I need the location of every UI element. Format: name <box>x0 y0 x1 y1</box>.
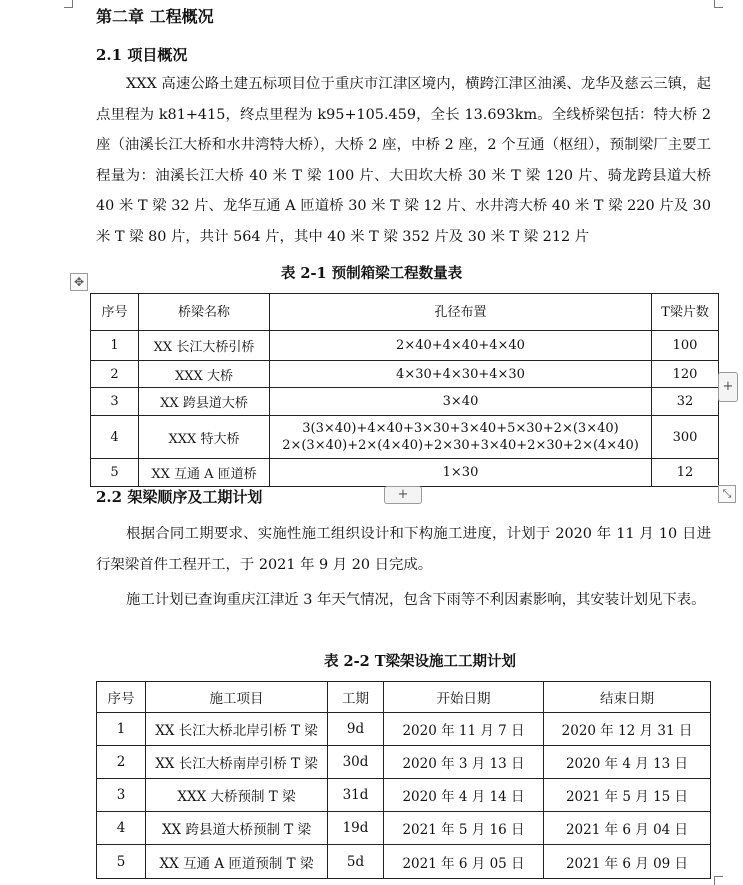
cell-span-layout[interactable]: 2×40+4×40+4×40 <box>270 331 652 361</box>
cell-span-layout[interactable]: 3×40 <box>270 388 652 416</box>
cell-start-date[interactable]: 2020 年 11 月 7 日 <box>384 713 544 746</box>
table-row <box>91 331 719 361</box>
table-row <box>97 746 711 779</box>
cell-duration[interactable]: 9d <box>328 713 384 746</box>
cell-work-item[interactable]: XXX 大桥预制 T 梁 <box>146 779 328 812</box>
resize-icon: ⤡ <box>722 487 732 500</box>
cell-beam-count[interactable]: 120 <box>652 361 719 388</box>
cell-bridge-name[interactable]: XX 长江大桥引桥 <box>139 331 270 361</box>
cell-duration[interactable]: 5d <box>328 845 384 879</box>
cell-end-date[interactable]: 2020 年 4 月 13 日 <box>544 746 711 779</box>
margin-corner-mark <box>714 0 723 8</box>
cell-no[interactable]: 4 <box>91 416 139 459</box>
cell-no[interactable]: 1 <box>97 713 146 746</box>
table-row <box>91 459 719 487</box>
col-header-bridge-name: 桥梁名称 <box>139 294 270 331</box>
schedule-paragraph-1[interactable]: 根据合同工期要求、实施性施工组织设计和下构施工进度，计划于 2020 年 11 月 10 日进行架梁首件工程开工，于 2021 年 9 月 20 日完成。 <box>96 526 711 573</box>
cell-start-date[interactable]: 2021 年 5 月 16 日 <box>384 812 544 845</box>
table-move-handle[interactable] <box>70 273 88 291</box>
cell-start-date[interactable]: 2020 年 4 月 14 日 <box>384 779 544 812</box>
cell-no[interactable]: 3 <box>97 779 146 812</box>
table-row <box>91 416 719 459</box>
cell-no[interactable]: 2 <box>97 746 146 779</box>
cell-span-layout[interactable] <box>270 416 652 459</box>
schedule-paragraph-2[interactable]: 施工计划已查询重庆江津近 3 年天气情况，包含下雨等不利因素影响，其安装计划见下表。 <box>126 592 706 608</box>
cell-span-layout[interactable]: 4×30+4×30+4×30 <box>270 361 652 388</box>
table-row <box>97 779 711 812</box>
plus-icon: + <box>397 487 409 502</box>
cell-bridge-name[interactable]: XXX 大桥 <box>139 361 270 388</box>
span-layout-line-2: 2×(3×40)+2×(4×40)+2×30+3×40+2×30+2×(4×40) <box>282 438 639 453</box>
section-title-schedule: 2.2 架梁顺序及工期计划 <box>96 488 263 506</box>
cell-end-date[interactable]: 2021 年 6 月 09 日 <box>544 845 711 879</box>
cell-bridge-name[interactable]: XX 跨县道大桥 <box>139 388 270 416</box>
table-resize-handle[interactable] <box>718 485 736 503</box>
cell-span-layout[interactable]: 1×30 <box>270 459 652 487</box>
col-header-end-date: 结束日期 <box>544 682 711 713</box>
table-row <box>97 713 711 746</box>
add-column-button[interactable] <box>718 372 738 402</box>
col-header-start-date: 开始日期 <box>384 682 544 713</box>
table-header-row <box>97 682 711 713</box>
project-overview-paragraph[interactable]: XXX 高速公路土建五标项目位于重庆市江津区境内，横跨江津区油溪、龙华及慈云三镇，起点里程为 k81+415，终点里程为 k95+105.459，全长 13.693km。全线桥梁包括：特大桥 2 座（油溪长江大桥和水井湾特大桥），大桥 2 座，中桥 2 座，2 个互通（枢纽），预制梁厂主要工程量为：油溪长江大桥 40 米 T 梁 100 片、大田坎大桥 30 米 T 梁 120 片、骑龙跨县道大桥 40 米 T 梁 32 片、龙华互通 A 匝道桥 30 米 T 梁 12 片、水井湾大桥 40 米 T 梁 220 片及 30 米 T 梁 80 片，共计 564 片，其中 40 米 T 梁 352 片及 30 米 T 梁 212 片 <box>96 76 711 245</box>
cell-beam-count[interactable]: 100 <box>652 331 719 361</box>
table2-caption: 表 2-2 T梁架设施工工期计划 <box>323 653 517 670</box>
col-header-beam-count: T梁片数 <box>652 294 719 331</box>
cell-bridge-name[interactable]: XXX 特大桥 <box>139 416 270 459</box>
cell-duration[interactable]: 30d <box>328 746 384 779</box>
cell-beam-count[interactable]: 300 <box>652 416 719 459</box>
cell-start-date[interactable]: 2021 年 6 月 05 日 <box>384 845 544 879</box>
cell-no[interactable]: 1 <box>91 331 139 361</box>
margin-corner-mark <box>714 876 723 885</box>
cell-start-date[interactable]: 2020 年 3 月 13 日 <box>384 746 544 779</box>
col-header-work-item: 施工项目 <box>146 682 328 713</box>
col-header-no: 序号 <box>97 682 146 713</box>
col-header-span-layout: 孔径布置 <box>270 294 652 331</box>
table-row <box>91 388 719 416</box>
cell-no[interactable]: 5 <box>97 845 146 879</box>
plus-icon: + <box>722 379 734 394</box>
cell-duration[interactable]: 31d <box>328 779 384 812</box>
cell-beam-count[interactable]: 32 <box>652 388 719 416</box>
cell-no[interactable]: 2 <box>91 361 139 388</box>
cell-work-item[interactable]: XX 互通 A 匝道预制 T 梁 <box>146 845 328 879</box>
cell-duration[interactable]: 19d <box>328 812 384 845</box>
span-layout-line-1: 3(3×40)+4×40+3×30+3×40+5×30+2×(3×40) <box>302 421 619 436</box>
col-header-no: 序号 <box>91 294 139 331</box>
table-row <box>97 812 711 845</box>
cell-no[interactable]: 4 <box>97 812 146 845</box>
cell-work-item[interactable]: XX 长江大桥北岸引桥 T 梁 <box>146 713 328 746</box>
add-row-button[interactable] <box>384 486 422 504</box>
move-icon: ✥ <box>73 275 85 289</box>
table-row <box>91 361 719 388</box>
table-erection-schedule <box>96 681 711 879</box>
cell-no[interactable]: 3 <box>91 388 139 416</box>
cell-end-date[interactable]: 2021 年 5 月 15 日 <box>544 779 711 812</box>
cell-work-item[interactable]: XX 跨县道大桥预制 T 梁 <box>146 812 328 845</box>
cell-work-item[interactable]: XX 长江大桥南岸引桥 T 梁 <box>146 746 328 779</box>
col-header-duration: 工期 <box>328 682 384 713</box>
cell-end-date[interactable]: 2020 年 12 月 31 日 <box>544 713 711 746</box>
cell-bridge-name[interactable]: XX 互通 A 匝道桥 <box>139 459 270 487</box>
cell-beam-count[interactable]: 12 <box>652 459 719 487</box>
cell-end-date[interactable]: 2021 年 6 月 04 日 <box>544 812 711 845</box>
table1-caption: 表 2-1 预制箱梁工程数量表 <box>280 265 463 282</box>
table-header-row <box>91 294 719 331</box>
cell-no[interactable]: 5 <box>91 459 139 487</box>
table-row <box>97 845 711 879</box>
table-bridge-quantities <box>90 293 719 487</box>
section-title-project-overview: 2.1 项目概况 <box>96 46 188 64</box>
margin-corner-mark <box>64 0 73 8</box>
chapter-title: 第二章 工程概况 <box>96 7 214 26</box>
